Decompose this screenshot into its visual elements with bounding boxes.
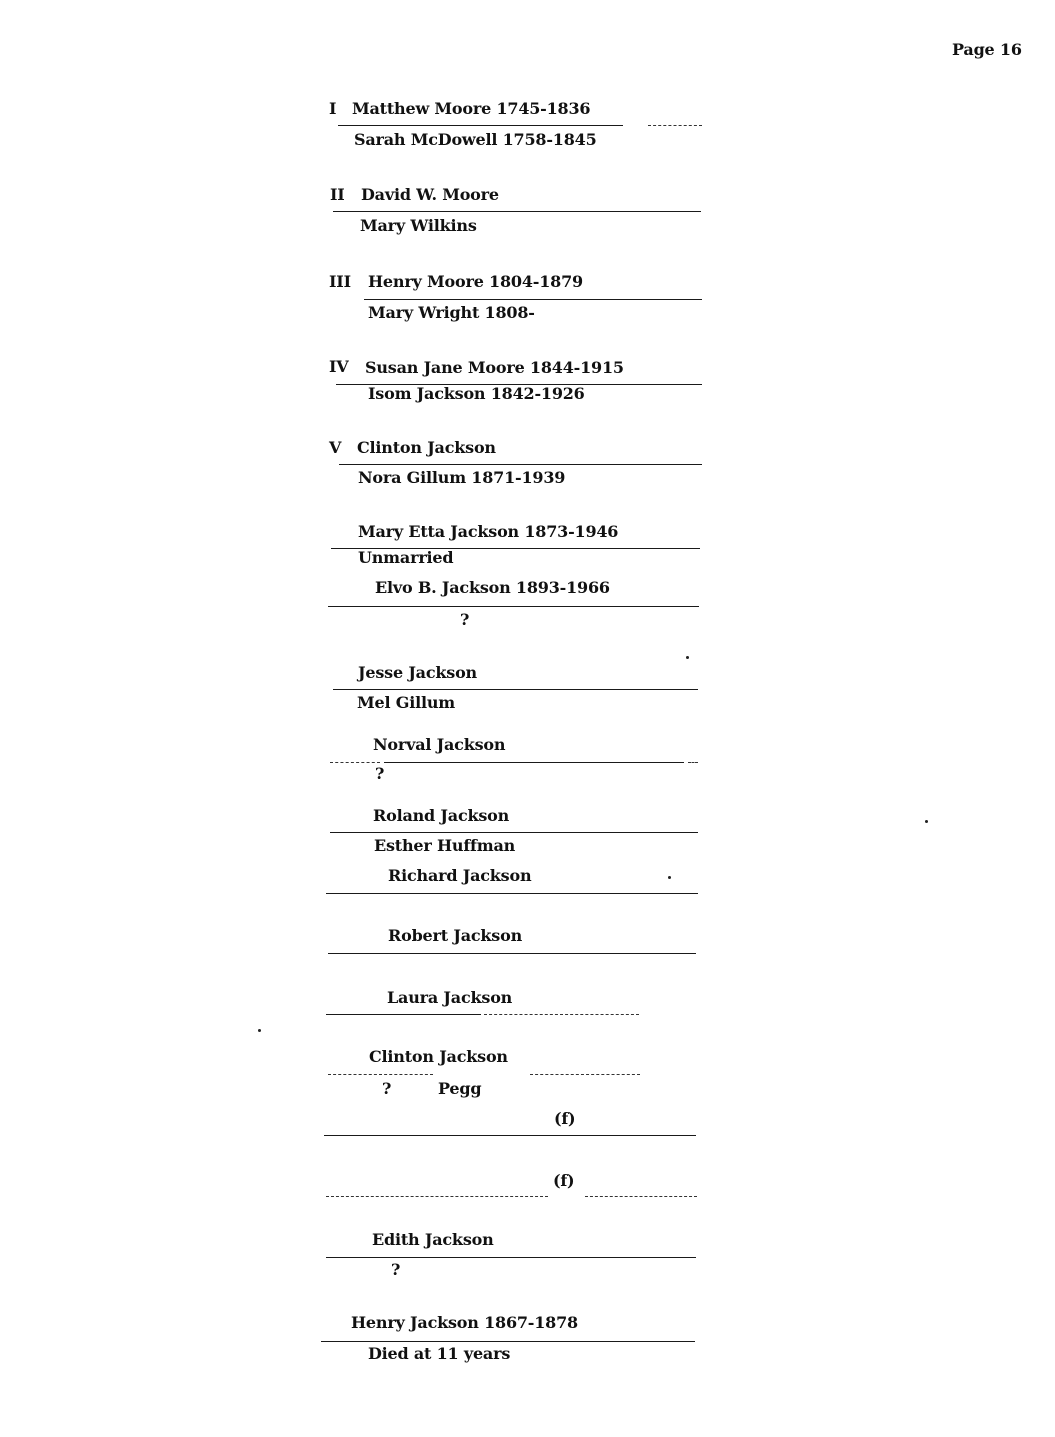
divider-dashed (585, 1196, 697, 1197)
divider-line (328, 953, 696, 954)
divider-dashed (330, 762, 380, 763)
ancestor-name: David W. Moore (361, 185, 499, 204)
speck (925, 820, 928, 823)
spouse-name: Mary Wilkins (360, 216, 477, 235)
child-name: Jesse Jackson (358, 663, 477, 682)
divider-line (364, 299, 702, 300)
speck (258, 1029, 261, 1032)
unknown-spouse: ? (460, 610, 470, 629)
speck (668, 876, 671, 879)
ancestor-name: Matthew Moore 1745-1836 (352, 99, 591, 118)
unknown-spouse: ? (391, 1260, 401, 1279)
divider-line (333, 689, 698, 690)
spouse-name: Mel Gillum (357, 693, 456, 712)
ancestor-name: Clinton Jackson (357, 438, 496, 457)
spouse-name: Sarah McDowell 1758-1845 (354, 130, 597, 149)
divider-line (326, 893, 698, 894)
death-note: Died at 11 years (368, 1344, 511, 1363)
spouse-name: Nora Gillum 1871-1939 (358, 468, 566, 487)
spouse-name: Isom Jackson 1842-1926 (368, 384, 585, 403)
generation-numeral: II (330, 185, 345, 204)
divider-dashed (688, 762, 698, 763)
generation-numeral: V (329, 438, 342, 457)
divider-line (324, 1135, 696, 1136)
generation-numeral: III (329, 272, 351, 291)
grandchild-name: Clinton Jackson (369, 1047, 508, 1066)
spouse-name: Esther Huffman (374, 836, 516, 855)
divider-line (326, 1014, 481, 1015)
child-name: Edith Jackson (372, 1230, 494, 1249)
divider-line (339, 464, 702, 465)
spouse-name: Mary Wright 1808- (368, 303, 535, 322)
divider-line (326, 1257, 696, 1258)
divider-dashed (326, 1196, 548, 1197)
great-grandchild-name: Laura Jackson (387, 988, 513, 1007)
ancestor-name: Susan Jane Moore 1844-1915 (365, 358, 624, 377)
divider-line (328, 606, 699, 607)
spouse-note: Unmarried (358, 548, 454, 567)
divider-line (321, 1341, 695, 1342)
divider-dashed (648, 125, 702, 126)
child-name: Mary Etta Jackson 1873-1946 (358, 522, 619, 541)
speck (686, 656, 689, 659)
divider-dashed (328, 1074, 433, 1075)
generation-numeral: I (329, 99, 337, 118)
ancestor-name: Henry Moore 1804-1879 (368, 272, 583, 291)
female-marker: (f) (554, 1109, 576, 1128)
unknown-spouse: ? (375, 764, 385, 783)
divider-line (384, 762, 684, 763)
divider-line (333, 211, 701, 212)
generation-numeral: IV (329, 357, 349, 376)
divider-dashed (530, 1074, 640, 1075)
great-grandchild-name: Robert Jackson (388, 926, 523, 945)
divider-line (330, 832, 698, 833)
female-marker: (f) (553, 1171, 575, 1190)
spouse-name: Pegg (438, 1079, 482, 1098)
great-grandchild-name: Richard Jackson (388, 866, 532, 885)
grandchild-name: Elvo B. Jackson 1893-1966 (375, 578, 610, 597)
unknown-spouse: ? (382, 1079, 392, 1098)
child-name: Henry Jackson 1867-1878 (351, 1313, 578, 1332)
grandchild-name: Norval Jackson (373, 735, 506, 754)
page-number: Page 16 (952, 40, 1022, 59)
divider-dashed (484, 1014, 639, 1015)
grandchild-name: Roland Jackson (373, 806, 510, 825)
divider-line (338, 125, 623, 126)
